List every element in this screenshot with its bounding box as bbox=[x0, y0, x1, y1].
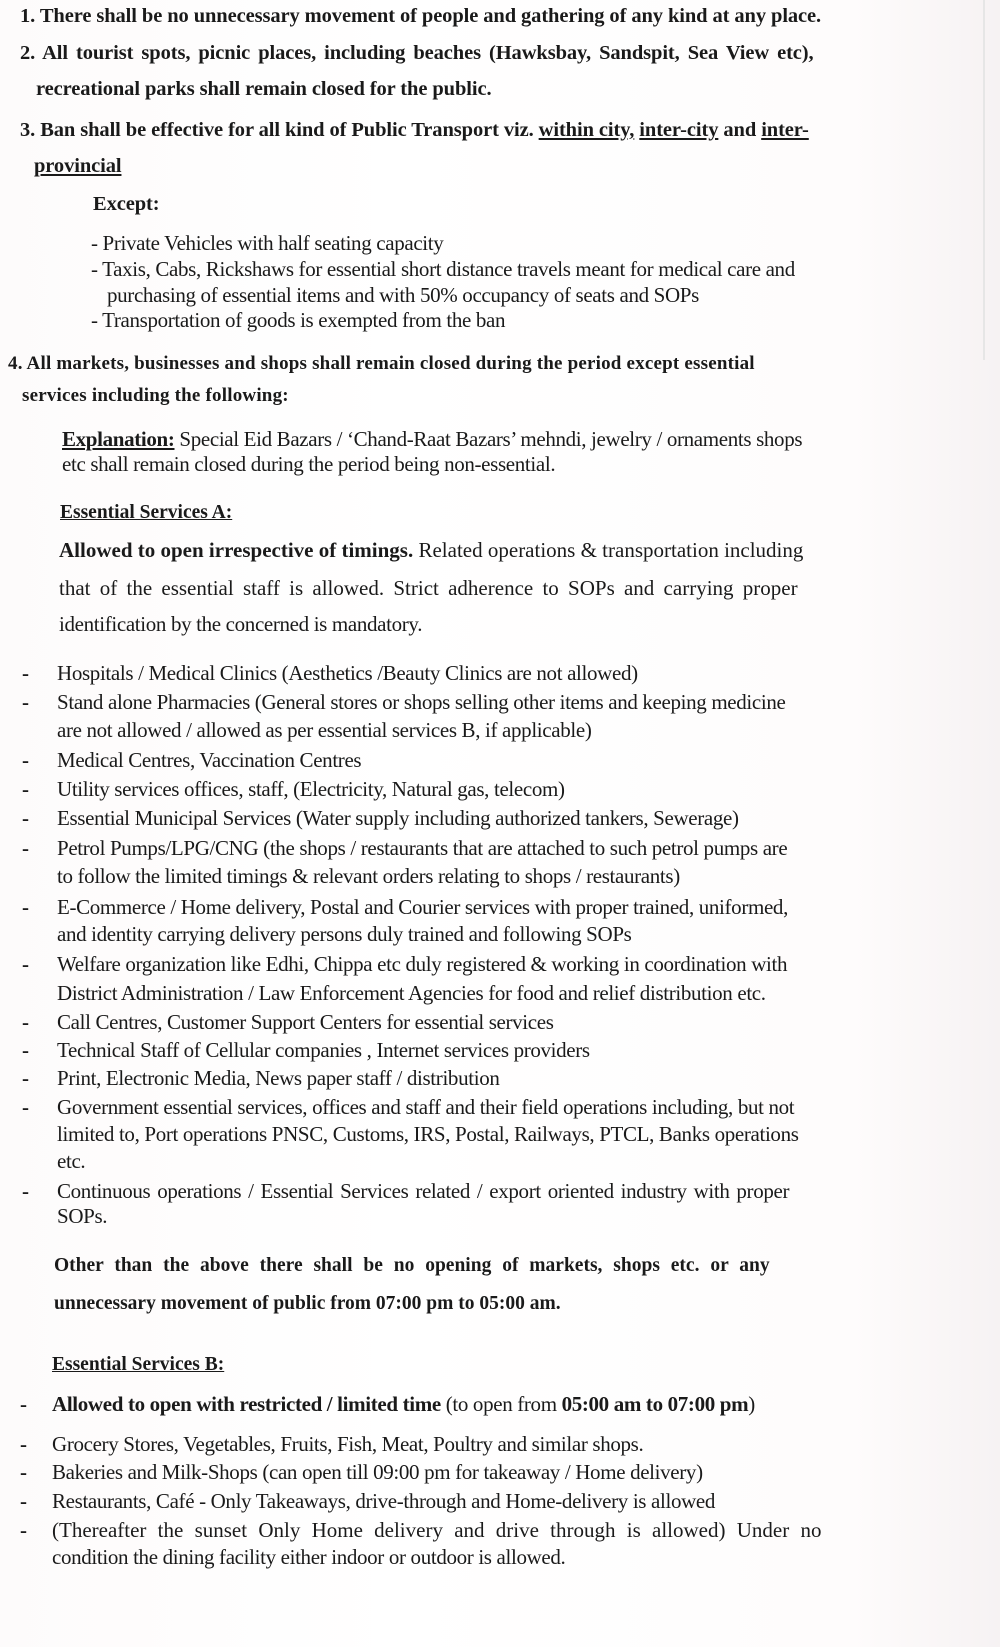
list-item-continuous-ops-cont: SOPs. bbox=[57, 1204, 108, 1228]
essential-services-a-heading: Essential Services A: bbox=[60, 502, 233, 523]
list-item-medical-centres: Medical Centres, Vaccination Centres bbox=[57, 748, 362, 772]
services-a-intro-line-1 bbox=[59, 537, 932, 563]
list-item-pharmacies: Stand alone Pharmacies (General stores or shops selling other items and keeping medicine bbox=[57, 690, 786, 714]
list-item-welfare: Welfare organization like Edhi, Chippa etc duly registered & working in coordination with bbox=[57, 952, 788, 976]
services-a-closing-line-1: Other than the above there shall be no opening of markets, shops etc. or any bbox=[54, 1255, 770, 1276]
bullet-dash: - bbox=[22, 748, 29, 772]
bullet-dash: - bbox=[20, 1489, 27, 1513]
explanation-text: Special Eid Bazars / ‘Chand-Raat Bazars’ mehndi, jewelry / ornaments shops bbox=[174, 427, 803, 451]
item-2-line-2: recreational parks shall remain closed for the public. bbox=[36, 78, 492, 100]
except-item-taxis: - Taxis, Cabs, Rickshaws for essential short distance travels meant for medical care and bbox=[91, 257, 795, 281]
timing-paren-open: (to open from bbox=[440, 1392, 562, 1416]
list-item-government-cont: limited to, Port operations PNSC, Customs, IRS, Postal, Railways, PTCL, Banks operations bbox=[57, 1122, 799, 1146]
list-item-continuous-ops: Continuous operations / Essential Services related / export oriented industry with proper bbox=[57, 1179, 790, 1203]
list-item-ecommerce: E-Commerce / Home delivery, Postal and Courier services with proper trained, uniformed, bbox=[57, 895, 788, 919]
except-item-goods: - Transportation of goods is exempted from the ban bbox=[91, 308, 506, 332]
page-edge bbox=[983, 0, 985, 360]
item-3-line-1 bbox=[20, 117, 809, 143]
inter-city-term: inter-city bbox=[639, 119, 719, 141]
bullet-dash: - bbox=[22, 690, 29, 714]
within-city-term: within city, bbox=[538, 119, 635, 141]
list-item-after-sunset-cont: condition the dining facility either indoor or outdoor is allowed. bbox=[52, 1545, 566, 1569]
list-item-petrol: Petrol Pumps/LPG/CNG (the shops / restaurants that are attached to such petrol pumps are bbox=[57, 836, 788, 860]
services-a-intro-line-2: that of the essential staff is allowed. Strict adherence to SOPs and carrying proper bbox=[59, 576, 798, 600]
and-text: and bbox=[723, 119, 757, 141]
bullet-dash: - bbox=[22, 1066, 29, 1090]
bullet-dash: - bbox=[20, 1518, 27, 1542]
essential-services-b-heading: Essential Services B: bbox=[52, 1354, 225, 1375]
list-item-petrol-cont: to follow the limited timings & relevant orders relating to shops / restaurants) bbox=[57, 864, 680, 888]
list-item-pharmacies-cont: are not allowed / allowed as per essential services B, if applicable) bbox=[57, 718, 592, 742]
bullet-dash: - bbox=[22, 1038, 29, 1062]
list-item-ecommerce-cont: and identity carrying delivery persons duly trained and following SOPs bbox=[57, 922, 632, 946]
list-item-bakeries: Bakeries and Milk-Shops (can open till 09:00 pm for takeaway / Home delivery) bbox=[52, 1460, 703, 1484]
list-item-technical-staff: Technical Staff of Cellular companies , Internet services providers bbox=[57, 1038, 590, 1062]
bullet-dash: - bbox=[22, 1095, 29, 1119]
services-a-intro-rest: Related operations & transportation including bbox=[418, 538, 804, 562]
list-item-welfare-cont: District Administration / Law Enforcement Agencies for food and relief distribution etc. bbox=[57, 981, 766, 1005]
timing-window: 05:00 am to 07:00 pm bbox=[561, 1392, 749, 1416]
list-item-utility: Utility services offices, staff, (Electricity, Natural gas, telecom) bbox=[57, 777, 565, 801]
bullet-dash: - bbox=[20, 1392, 27, 1416]
list-item-municipal: Essential Municipal Services (Water supply including authorized tankers, Sewerage) bbox=[57, 806, 739, 830]
bullet-dash: - bbox=[22, 895, 29, 919]
services-a-closing-line-2: unnecessary movement of public from 07:00 pm to 05:00 am. bbox=[54, 1293, 561, 1314]
except-label: Except: bbox=[93, 193, 160, 215]
allowed-restricted-label: Allowed to open with restricted / limited time bbox=[52, 1392, 441, 1416]
services-a-intro-line-3: identification by the concerned is mandatory. bbox=[59, 612, 423, 636]
list-item-government: Government essential services, offices and staff and their field operations including, but not bbox=[57, 1095, 795, 1119]
inter-provincial-term-part1: inter- bbox=[761, 119, 809, 141]
services-a-intro-bold: Allowed to open irrespective of timings. bbox=[59, 538, 414, 562]
item-1: 1. There shall be no unnecessary movement of people and gathering of any kind at any place. bbox=[20, 5, 822, 27]
bullet-dash: - bbox=[22, 1010, 29, 1034]
bullet-dash: - bbox=[20, 1432, 27, 1456]
except-item-taxis-cont: purchasing of essential items and with 50% occupancy of seats and SOPs bbox=[107, 283, 699, 307]
explanation-line-1 bbox=[62, 426, 802, 452]
services-b-allowed-timing bbox=[52, 1391, 755, 1417]
list-item-after-sunset: (Thereafter the sunset Only Home delivery and drive through is allowed) Under no bbox=[52, 1518, 822, 1542]
list-item-grocery: Grocery Stores, Vegetables, Fruits, Fish, Meat, Poultry and similar shops. bbox=[52, 1432, 644, 1456]
except-item-private-vehicles: - Private Vehicles with half seating capacity bbox=[91, 231, 444, 255]
item-3-text: 3. Ban shall be effective for all kind of Public Transport viz. bbox=[20, 119, 534, 141]
bullet-dash: - bbox=[20, 1460, 27, 1484]
item-2-line-1: 2. All tourist spots, picnic places, including beaches (Hawksbay, Sandspit, Sea View etc), bbox=[20, 42, 814, 64]
list-item-hospitals: Hospitals / Medical Clinics (Aesthetics /Beauty Clinics are not allowed) bbox=[57, 661, 638, 685]
bullet-dash: - bbox=[22, 1179, 29, 1203]
bullet-dash: - bbox=[22, 661, 29, 685]
list-item-government-etc: etc. bbox=[57, 1149, 86, 1173]
list-item-media: Print, Electronic Media, News paper staff / distribution bbox=[57, 1066, 500, 1090]
explanation-line-2: etc shall remain closed during the period being non-essential. bbox=[62, 452, 556, 476]
bullet-dash: - bbox=[22, 836, 29, 860]
item-4-line-2: services including the following: bbox=[22, 385, 289, 406]
list-item-call-centres: Call Centres, Customer Support Centers for essential services bbox=[57, 1010, 554, 1034]
bullet-dash: - bbox=[22, 952, 29, 976]
explanation-label: Explanation: bbox=[62, 427, 175, 451]
bullet-dash: - bbox=[22, 806, 29, 830]
timing-paren-close: ) bbox=[748, 1392, 755, 1416]
list-item-restaurants: Restaurants, Café - Only Takeaways, drive-through and Home-delivery is allowed bbox=[52, 1489, 716, 1513]
item-4-line-1: 4. All markets, businesses and shops shall remain closed during the period except essential bbox=[8, 353, 755, 374]
inter-provincial-term-part2: provincial bbox=[34, 155, 122, 177]
bullet-dash: - bbox=[22, 777, 29, 801]
